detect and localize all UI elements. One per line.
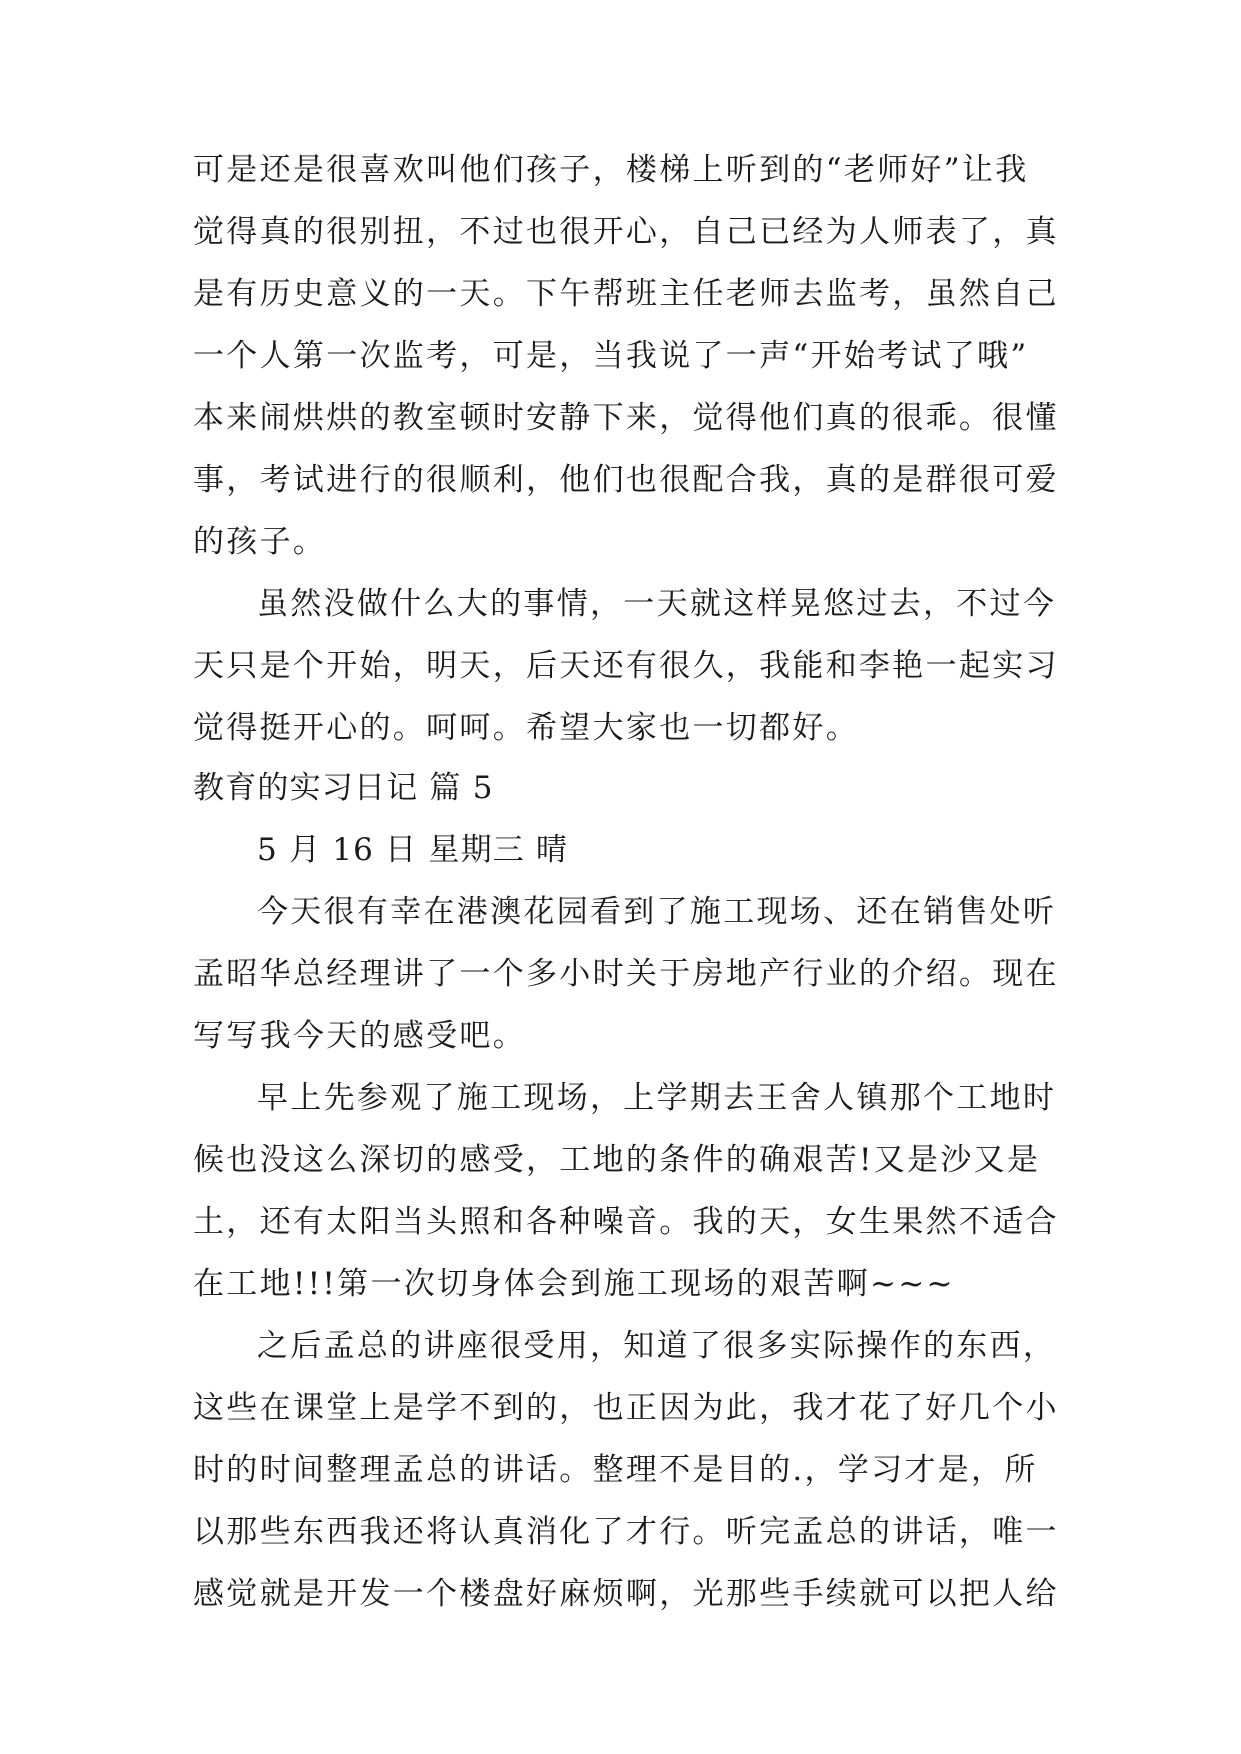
text-line: 孟昭华总经理讲了一个多小时关于房地产行业的介绍。现在 xyxy=(193,956,1059,992)
text-line: 土，还有太阳当头照和各种噪音。我的天，女生果然不适合 xyxy=(193,1204,1059,1240)
text-line: 的孩子。 xyxy=(193,524,327,560)
text-line: 写写我今天的感受吧。 xyxy=(193,1018,526,1054)
diary-date: 5 月 16 日 星期三 晴 xyxy=(257,832,569,868)
paragraph-first-line: 虽然没做什么大的事情，一天就这样晃悠过去，不过今 xyxy=(257,586,1057,622)
text-line: 事，考试进行的很顺利，他们也很配合我，真的是群很可爱 xyxy=(193,462,1059,498)
text-line: 感觉就是开发一个楼盘好麻烦啊，光那些手续就可以把人给 xyxy=(193,1576,1059,1612)
text-line: 候也没这么深切的感受，工地的条件的确艰苦!又是沙又是 xyxy=(193,1142,1041,1178)
text-line: 一个人第一次监考，可是，当我说了一声“开始考试了哦” xyxy=(193,338,1029,374)
text-line: 在工地!!!第一次切身体会到施工现场的艰苦啊~~~ xyxy=(193,1266,955,1302)
text-line: 觉得挺开心的。呵呵。希望大家也一切都好。 xyxy=(193,710,859,746)
paragraph-first-line: 今天很有幸在港澳花园看到了施工现场、还在销售处听 xyxy=(257,894,1057,930)
text-line: 时的时间整理孟总的讲话。整理不是目的.，学习才是，所 xyxy=(193,1452,1038,1488)
paragraph-first-line: 之后孟总的讲座很受用，知道了很多实际操作的东西， xyxy=(257,1328,1057,1364)
text-line: 天只是个开始，明天，后天还有很久，我能和李艳一起实习 xyxy=(193,648,1059,684)
text-line: 本来闹烘烘的教室顿时安静下来，觉得他们真的很乖。很懂 xyxy=(193,400,1059,436)
text-line: 这些在课堂上是学不到的，也正因为此，我才花了好几个小 xyxy=(193,1390,1059,1426)
text-line: 觉得真的很别扭，不过也很开心，自己已经为人师表了，真 xyxy=(193,214,1059,250)
text-line: 以那些东西我还将认真消化了才行。听完孟总的讲话，唯一 xyxy=(193,1514,1059,1550)
text-line: 是有历史意义的一天。下午帮班主任老师去监考，虽然自己 xyxy=(193,276,1059,312)
paragraph-first-line: 早上先参观了施工现场，上学期去王舍人镇那个工地时 xyxy=(257,1080,1057,1116)
text-line: 可是还是很喜欢叫他们孩子，楼梯上听到的“老师好”让我 xyxy=(193,152,1029,188)
section-heading: 教育的实习日记 篇 5 xyxy=(193,770,494,806)
